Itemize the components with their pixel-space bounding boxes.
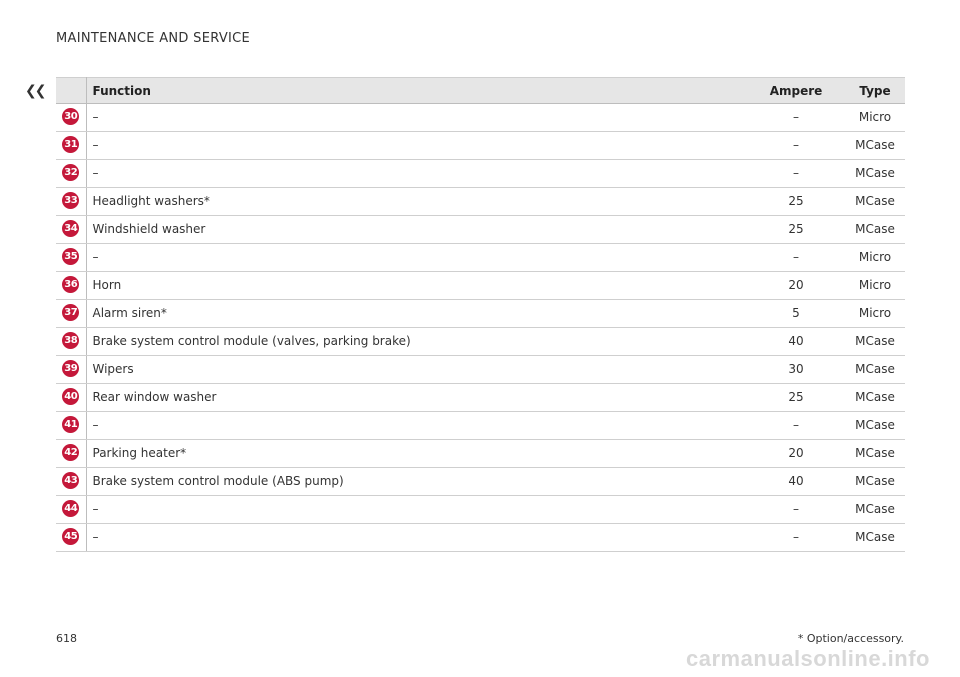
type-cell: MCase — [845, 216, 905, 244]
page-number: 618 — [56, 632, 77, 645]
ampere-cell: 30 — [747, 356, 845, 384]
ampere-cell: – — [747, 524, 845, 552]
ampere-cell: 25 — [747, 216, 845, 244]
ampere-cell: – — [747, 132, 845, 160]
ampere-cell: 20 — [747, 440, 845, 468]
function-cell: Windshield washer — [86, 216, 747, 244]
type-cell: MCase — [845, 384, 905, 412]
fuse-number-badge: 31 — [62, 136, 79, 153]
fuse-number-badge: 32 — [62, 164, 79, 181]
fuse-number-badge: 37 — [62, 304, 79, 321]
table-row — [56, 524, 905, 552]
table-row — [56, 412, 905, 440]
type-cell: MCase — [845, 328, 905, 356]
ampere-cell: – — [747, 104, 845, 132]
type-cell: MCase — [845, 412, 905, 440]
type-cell: Micro — [845, 244, 905, 272]
function-cell: Brake system control module (ABS pump) — [86, 468, 747, 496]
watermark: carmanualsonline.info — [686, 646, 930, 671]
fuse-number-cell — [56, 496, 86, 524]
table-row — [56, 104, 905, 132]
ampere-cell: – — [747, 244, 845, 272]
ampere-cell: 20 — [747, 272, 845, 300]
fuse-number-badge: 39 — [62, 360, 79, 377]
fuse-number-cell — [56, 160, 86, 188]
type-cell: Micro — [845, 104, 905, 132]
fuse-number-cell — [56, 412, 86, 440]
table-row — [56, 160, 905, 188]
fuse-number-badge: 33 — [62, 192, 79, 209]
table-row — [56, 272, 905, 300]
function-cell: Headlight washers* — [86, 188, 747, 216]
function-cell: – — [86, 524, 747, 552]
ampere-cell: – — [747, 412, 845, 440]
function-cell: – — [86, 132, 747, 160]
header-ampere: Ampere — [747, 78, 845, 104]
header-number-cell — [56, 78, 86, 104]
function-cell: Wipers — [86, 356, 747, 384]
type-cell: MCase — [845, 524, 905, 552]
fuse-number-badge: 41 — [62, 416, 79, 433]
table-row — [56, 188, 905, 216]
fuse-number-badge: 44 — [62, 500, 79, 517]
fuse-number-badge: 42 — [62, 444, 79, 461]
table-row — [56, 468, 905, 496]
function-cell: Parking heater* — [86, 440, 747, 468]
ampere-cell: 40 — [747, 468, 845, 496]
fuse-number-cell — [56, 356, 86, 384]
function-cell: – — [86, 244, 747, 272]
fuse-number-badge: 34 — [62, 220, 79, 237]
ampere-cell: 5 — [747, 300, 845, 328]
fuse-number-cell — [56, 216, 86, 244]
table-row — [56, 300, 905, 328]
fuse-number-cell — [56, 272, 86, 300]
header-type: Type — [845, 78, 905, 104]
fuse-number-badge: 38 — [62, 332, 79, 349]
table-row — [56, 440, 905, 468]
double-chevron-left-icon[interactable]: ❮❮ — [25, 83, 45, 99]
function-cell: – — [86, 104, 747, 132]
ampere-cell: – — [747, 496, 845, 524]
fuse-number-badge: 35 — [62, 248, 79, 265]
header-function: Function — [86, 78, 747, 104]
function-cell: Alarm siren* — [86, 300, 747, 328]
fuse-number-cell — [56, 300, 86, 328]
fuse-number-badge: 43 — [62, 472, 79, 489]
table-row — [56, 244, 905, 272]
type-cell: MCase — [845, 188, 905, 216]
footnote: * Option/accessory. — [797, 632, 904, 645]
type-cell: MCase — [845, 356, 905, 384]
function-cell: – — [86, 496, 747, 524]
fuse-number-badge: 30 — [62, 108, 79, 125]
function-cell: Rear window washer — [86, 384, 747, 412]
table-header-row — [56, 78, 905, 104]
fuse-number-cell — [56, 244, 86, 272]
type-cell: MCase — [845, 160, 905, 188]
fuse-number-cell — [56, 468, 86, 496]
type-cell: MCase — [845, 440, 905, 468]
fuse-number-cell — [56, 384, 86, 412]
page-section-title: MAINTENANCE AND SERVICE — [56, 31, 251, 46]
fuse-number-badge: 36 — [62, 276, 79, 293]
function-cell: Horn — [86, 272, 747, 300]
function-cell: Brake system control module (valves, parking brake) — [86, 328, 747, 356]
ampere-cell: 25 — [747, 188, 845, 216]
table-row — [56, 216, 905, 244]
ampere-cell: 40 — [747, 328, 845, 356]
fuse-number-cell — [56, 524, 86, 552]
table-row — [56, 496, 905, 524]
fuse-number-cell — [56, 132, 86, 160]
type-cell: MCase — [845, 132, 905, 160]
fuse-number-badge: 40 — [62, 388, 79, 405]
ampere-cell: – — [747, 160, 845, 188]
fuse-number-cell — [56, 104, 86, 132]
fuse-table — [56, 77, 905, 552]
ampere-cell: 25 — [747, 384, 845, 412]
fuse-number-badge: 45 — [62, 528, 79, 545]
table-row — [56, 328, 905, 356]
type-cell: Micro — [845, 300, 905, 328]
table-row — [56, 356, 905, 384]
type-cell: Micro — [845, 272, 905, 300]
function-cell: – — [86, 160, 747, 188]
fuse-number-cell — [56, 328, 86, 356]
table-row — [56, 384, 905, 412]
fuse-number-cell — [56, 188, 86, 216]
table-row — [56, 132, 905, 160]
fuse-number-cell — [56, 440, 86, 468]
function-cell: – — [86, 412, 747, 440]
type-cell: MCase — [845, 468, 905, 496]
type-cell: MCase — [845, 496, 905, 524]
